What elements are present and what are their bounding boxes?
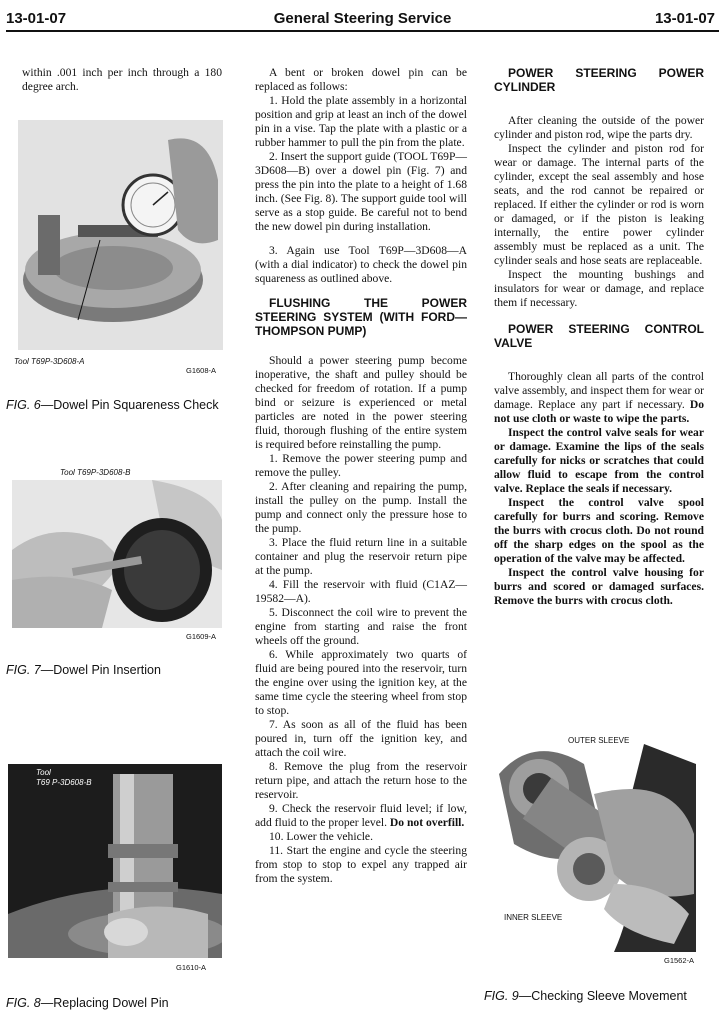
- valve-paragraph-2: Inspect the control valve seals for wear or damage. Examine the lips of the seals carefully for nicks or scratches that could allow fluid to escape from the control valve. Replace the seals if necessary.: [494, 426, 704, 495]
- flushing-step-9-warning: Do not overfill.: [389, 816, 465, 829]
- flushing-step-5: 5. Disconnect the coil wire to prevent the engine from starting and raise the front wheels off the ground.: [255, 606, 467, 647]
- mid-paragraph-4: 3. Again use Tool T69P—3D608—A (with a dial indicator) to check the dowel pin squareness as outlined above.: [255, 244, 467, 285]
- fig8-caption: [6, 996, 221, 1010]
- valve-paragraph-3: Inspect the control valve spool carefully for burrs and scoring. Remove the burrs with crocus cloth. Do not round off the sharp edges on the spool as the operation of the valve may be affected.: [494, 496, 704, 565]
- power-cylinder-heading: POWER STEERING POWER CYLINDER: [494, 66, 704, 94]
- flushing-step-2: 2. After cleaning and repairing the pump, install the pulley on the pump. Install the pump and connect only the pressure hose to the pump.: [255, 480, 467, 535]
- fig7-code: G1609-A: [186, 632, 217, 641]
- middle-column: [255, 66, 467, 886]
- fig6-photo: [18, 120, 223, 350]
- flushing-intro: Should a power steering pump become inoperative, the shaft and pulley should be checked for freedom of rotation. If a pump bind or seizure is experienced or metal particles are noted in the power steering fluid, thorough flushing of the entire system is required before reinstalling the pump.: [255, 354, 467, 451]
- mid-paragraph-3: 2. Insert the support guide (TOOL T69P—3D608—B) over a dowel pin (Fig. 7) and press the pin into the plate to a height of 1.68 inch. (See Fig. 8). The support guide tool will serve as a stop guide. Be careful not to bend the new dowel pin during installation.: [255, 150, 467, 233]
- fig6-caption-number: FIG. 6: [6, 398, 41, 412]
- fig7-caption-number: FIG. 7: [6, 663, 41, 677]
- fig9-inner-sleeve-label: INNER SLEEVE: [504, 913, 563, 922]
- mid-paragraph-1: A bent or broken dowel pin can be replaced as follows:: [255, 66, 467, 93]
- flushing-step-1: 1. Remove the power steering pump and remove the pulley.: [255, 452, 467, 479]
- right-column: [494, 66, 704, 608]
- fig9-code: G1562-A: [664, 956, 695, 965]
- control-valve-heading: POWER STEERING CONTROL VALVE: [494, 322, 704, 350]
- valve-paragraph-4: Inspect the control valve housing for burrs and scored or damaged surfaces. Remove the burrs with crocus cloth.: [494, 566, 704, 607]
- flushing-step-6: 6. While approximately two quarts of fluid are being poured into the reservoir, turn the engine over using the ignition key, at the same time cycle the steering wheel from stop to stop.: [255, 648, 467, 717]
- flushing-step-10: 10. Lower the vehicle.: [269, 830, 373, 843]
- flushing-step-7: 7. As soon as all of the fluid has been poured in, turn off the ignition key, and attach the coil wire.: [255, 718, 467, 759]
- fig8-caption-text: —Replacing Dowel Pin: [40, 996, 169, 1010]
- flushing-step-3: 3. Place the fluid return line in a suitable container and plug the reservoir return pipe at the pump.: [255, 536, 467, 577]
- valve-paragraph-1-warning: Do not use cloth or waste to wipe the parts.: [494, 398, 705, 425]
- fig7-tool-label: Tool T69P-3D608-B: [60, 468, 131, 477]
- valve-paragraph-1: [494, 370, 704, 426]
- fig9-caption-number: FIG. 9: [484, 989, 519, 1003]
- cylinder-paragraph-1: After cleaning the outside of the power cylinder and piston rod, wipe the parts dry.: [494, 114, 704, 141]
- fig6-caption: [6, 398, 221, 412]
- fig8-tool-label-line1: Tool: [36, 768, 51, 777]
- fig7-caption-text: —Dowel Pin Insertion: [40, 663, 161, 677]
- fig8-caption-number: FIG. 8: [6, 996, 41, 1010]
- page-number-left: 13-01-07: [6, 10, 67, 27]
- flushing-step-11: 11. Start the engine and cycle the steering from stop to stop to expel any trapped air from the system.: [255, 844, 467, 885]
- fig8-photo: [8, 764, 222, 958]
- fig6-tool-label: Tool T69P-3D608-A: [14, 357, 85, 366]
- fig7-caption: [6, 663, 221, 677]
- cylinder-paragraph-2: Inspect the cylinder and piston rod for wear or damage. The internal parts of the cylinder, except the seal assembly and hose seats, and the rod cannot be repaired or replaced. If either the cylinder or rod is worn or damaged, or if the piston is leaking internally, the entire power cylinder assembly must be replaced as a unit. The cylinder seals and hose seats are replaceable.: [494, 142, 704, 267]
- page-title: General Steering Service: [273, 10, 452, 27]
- flushing-step-9-text: 9. Check the reservoir fluid level; if low, add fluid to the proper level.: [255, 802, 467, 829]
- header-rule: [6, 30, 719, 32]
- fig6-code: G1608-A: [186, 366, 217, 375]
- left-column: [22, 66, 222, 94]
- flushing-heading: FLUSHING THE POWER STEERING SYSTEM (WITH FORD—THOMPSON PUMP): [255, 296, 467, 338]
- mid-paragraph-2: 1. Hold the plate assembly in a horizontal position and grip at least an inch of the dowel pin in a vise. Tap the plate with a plastic or a rubber hammer to pull the pin from the plate.: [255, 94, 467, 149]
- page-number-right: 13-01-07: [654, 10, 715, 27]
- cylinder-paragraph-3: Inspect the mounting bushings and insulators for wear or damage, and replace them if necessary.: [494, 268, 704, 309]
- fig9-caption: [484, 989, 704, 1003]
- fig7-photo: [12, 480, 222, 628]
- fig8-tool-label-line2: T69 P-3D608-B: [36, 778, 92, 787]
- valve-paragraph-1-text: Thoroughly clean all parts of the control valve assembly, and inspect them for wear or damage. Replace any part if necessary.: [494, 370, 704, 411]
- flushing-step-9: [255, 802, 467, 830]
- fig9-caption-text: —Checking Sleeve Movement: [518, 989, 687, 1003]
- flushing-step-8: 8. Remove the plug from the reservoir return pipe, and attach the return hose to the reservoir.: [255, 760, 467, 801]
- fig8-code: G1610-A: [176, 963, 207, 972]
- flushing-step-4: 4. Fill the reservoir with fluid (C1AZ—19582—A).: [255, 578, 467, 605]
- fig6-caption-text: —Dowel Pin Squareness Check: [40, 398, 219, 412]
- intro-paragraph: within .001 inch per inch through a 180 degree arch.: [22, 66, 222, 93]
- fig9-outer-sleeve-label: OUTER SLEEVE: [568, 736, 630, 745]
